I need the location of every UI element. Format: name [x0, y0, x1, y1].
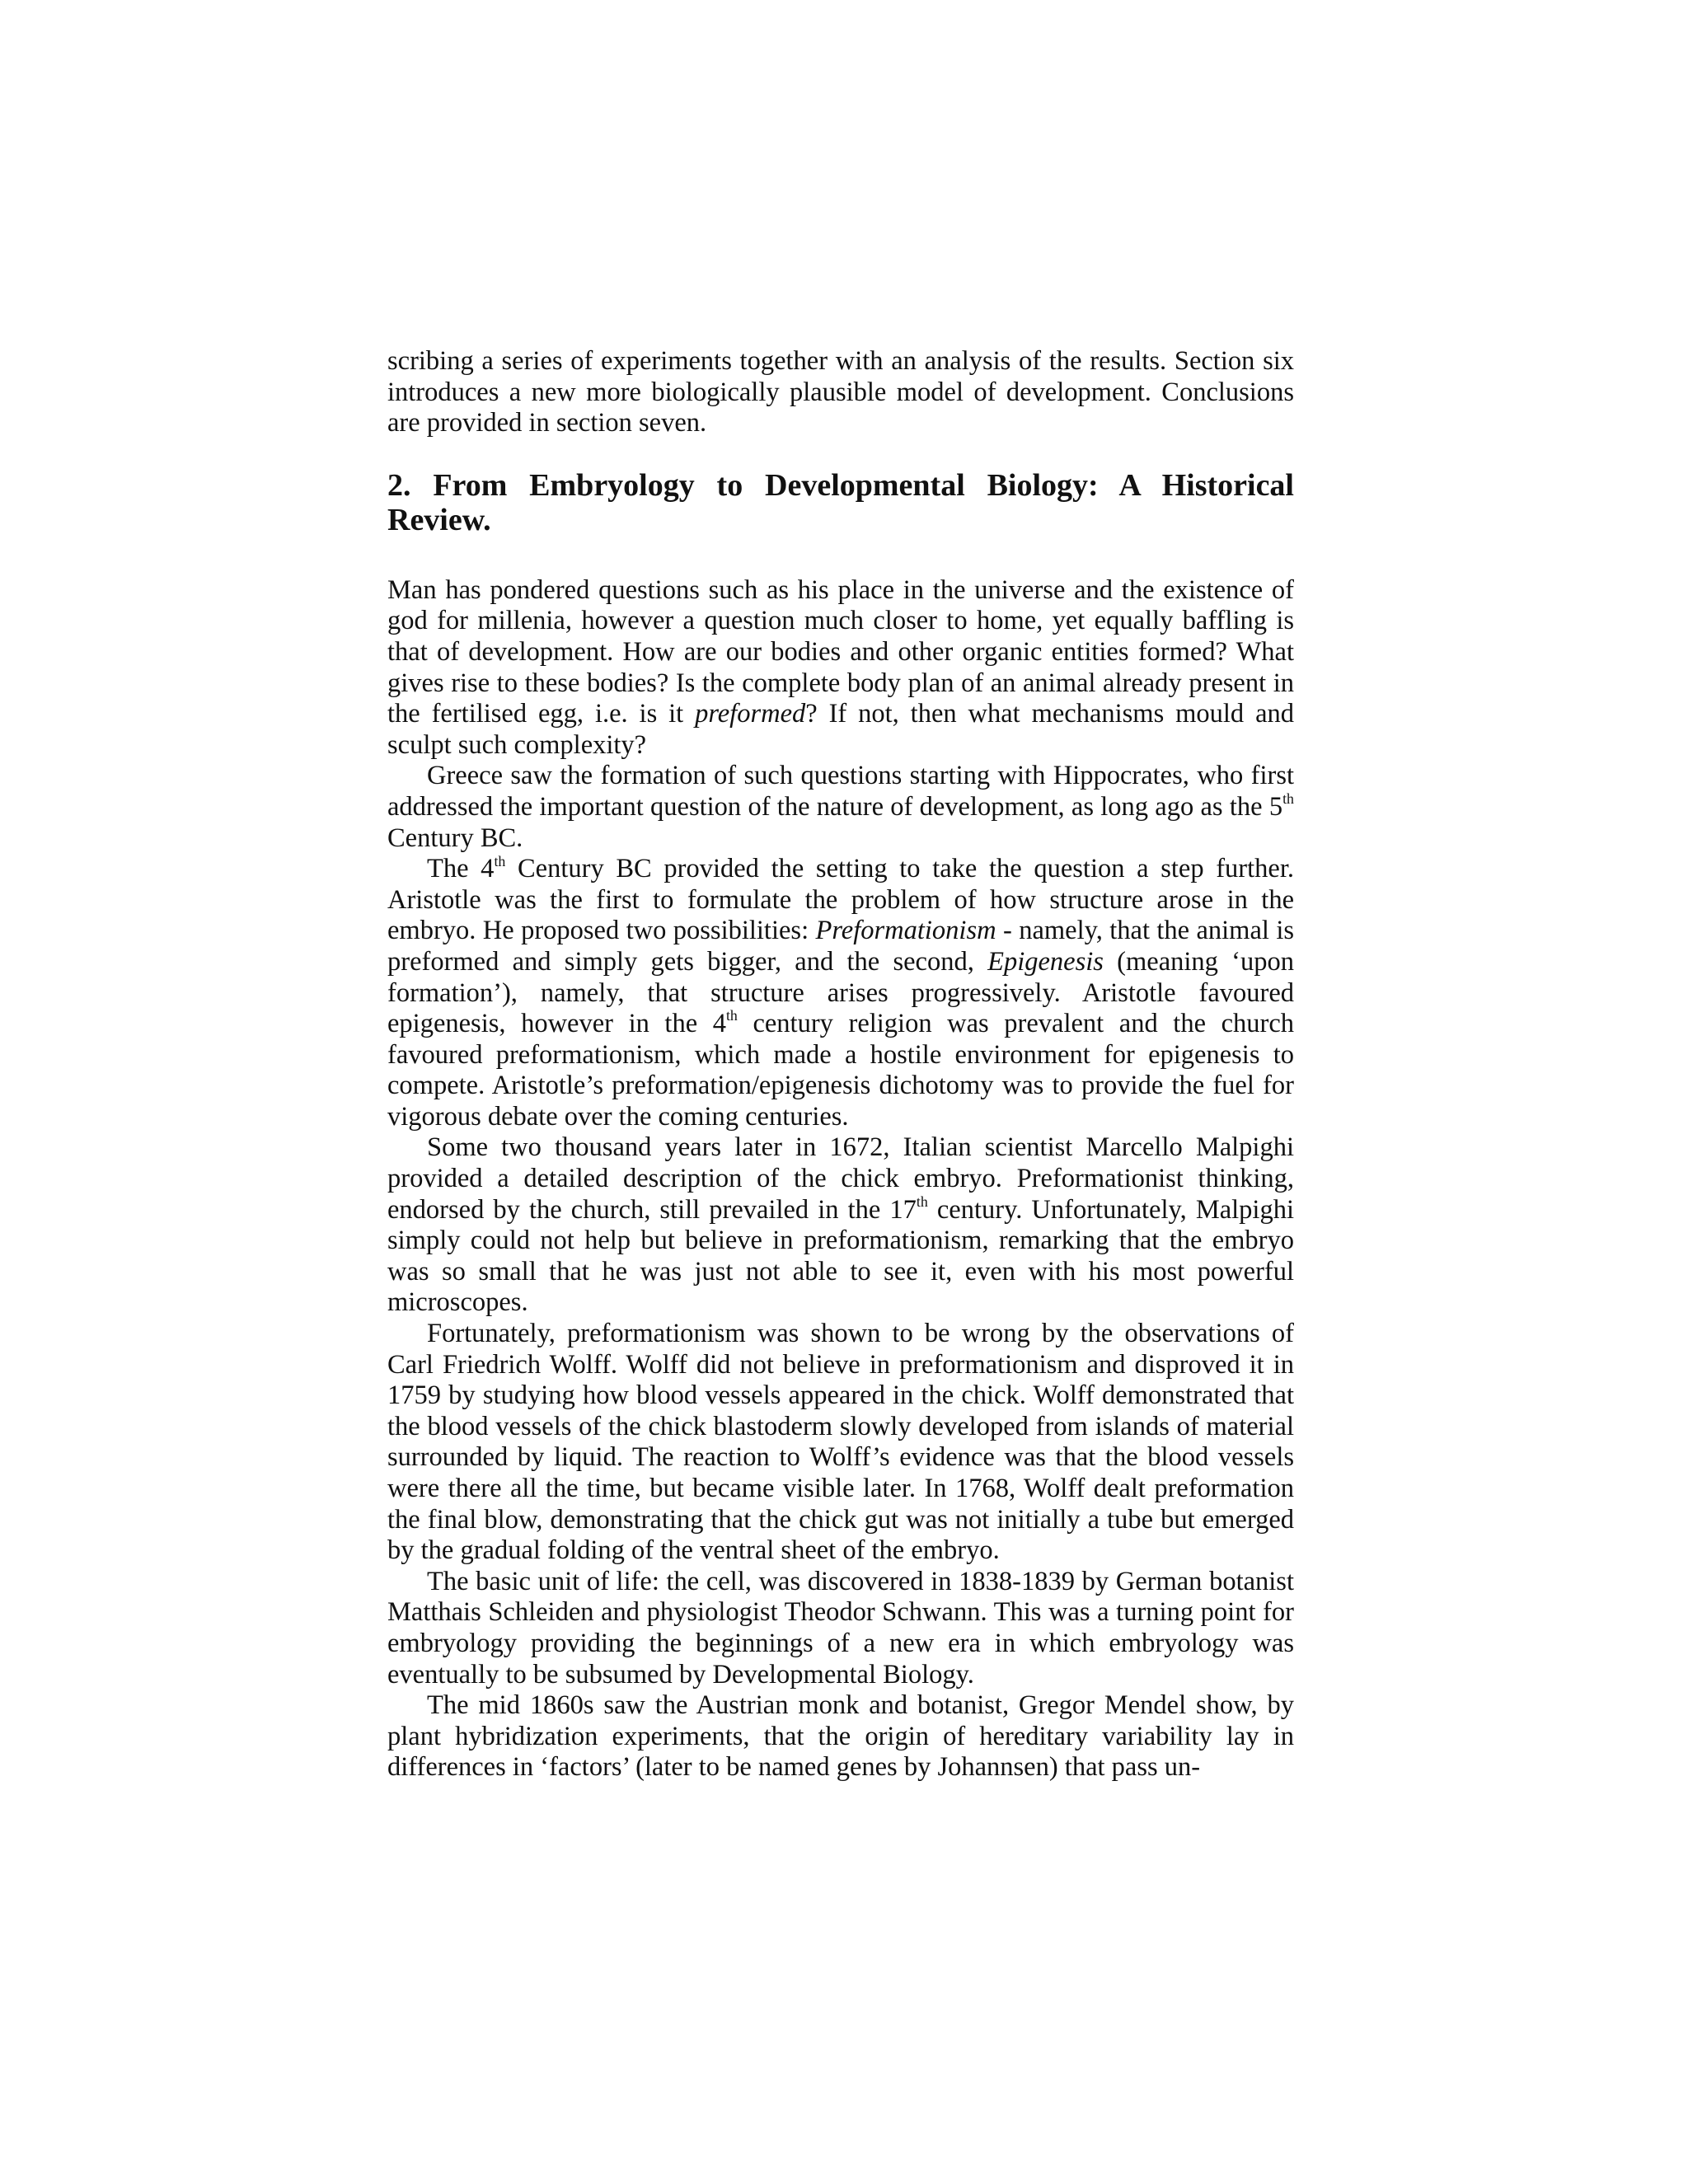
ordinal-superscript: th	[916, 1193, 928, 1211]
paragraph-text: Century BC provided the setting to take the question a step further. Aristotle was the first to formulate the problem of how structure arose in the embryo. He proposed two possibilities:	[387, 854, 1294, 946]
paragraph-2	[387, 761, 1294, 854]
italic-term-preformed: preformed	[695, 699, 806, 729]
paragraph-6: The basic unit of life: the cell, was discovered in 1838-1839 by German botanist Matthais Schleiden and physiologist Theodor Schwann. This was a turning point for embryology providing the beginnings of a new era in which embryology was eventually to be subsumed by Developmental Biology.	[387, 1566, 1294, 1690]
paragraph-7: The mid 1860s saw the Austrian monk and botanist, Gregor Mendel show, by plant hybridization experiments, that the origin of hereditary variability lay in differences in ‘factors’ (later to be named genes by Johannsen) that pass un-	[387, 1690, 1294, 1783]
paragraph-3	[387, 854, 1294, 1132]
intro-paragraph: scribing a series of experiments together with an analysis of the results. Section six introduces a new more biologically plausible model of development. Conclusions are provided in section seven.	[387, 346, 1294, 438]
italic-term-epigenesis: Epigenesis	[987, 946, 1104, 977]
spacer	[387, 439, 1294, 468]
paragraph-1	[387, 575, 1294, 762]
ordinal-superscript: th	[1282, 790, 1294, 808]
paragraph-text: Some two thousand years later in 1672, Italian scientist Marcello Malpighi provided a detailed description of the chick embryo. Preformationist thinking, endorsed by the church, still prevailed in the 17	[387, 1132, 1294, 1225]
paragraph-text: Man has pondered questions such as his place in the universe and the existence of god for millenia, however a question much closer to home, yet equally baffling is that of development. How are our bodies and other organic entities formed? What gives rise to these bodies? Is the complete body plan of an animal already present in the fertilised egg, i.e. is it	[387, 574, 1294, 729]
paragraph-text: Greece saw the formation of such questions starting with Hippocrates, who first addressed the important question of the nature of development, as long ago as the 5	[387, 761, 1294, 822]
section-heading: 2. From Embryology to Developmental Biology: A Historical Review.	[387, 467, 1294, 537]
spacer	[387, 537, 1294, 575]
ordinal-superscript: th	[725, 1007, 738, 1024]
paragraph-text: century. Unfortunately, Malpighi simply could not help but believe in preformationism, remarking that the embryo was so small that he was just not able to see it, even with his most powerful microscopes.	[387, 1194, 1294, 1318]
italic-term-preformationism: Preformationism	[815, 916, 996, 946]
paragraph-4	[387, 1132, 1294, 1319]
body-text	[387, 346, 1294, 1783]
paragraph-5: Fortunately, preformationism was shown to be wrong by the observations of Carl Friedrich Wolff. Wolff did not believe in preformationism and disproved it in 1759 by studying how blood vessels appeared in the chick. Wolff demonstrated that the blood vessels of the chick blastoderm slowly developed from islands of material surrounded by liquid. The reaction to Wolff’s evidence was that the blood vessels were there all the time, but became visible later. In 1768, Wolff dealt preformation the final blow, demonstrating that the chick gut was not initially a tube but emerged by the gradual folding of the ventral sheet of the embryo.	[387, 1319, 1294, 1566]
ordinal-superscript: th	[494, 852, 506, 869]
paragraph-text: The 4	[427, 854, 495, 884]
paragraph-text: Century BC.	[387, 823, 523, 853]
paragraph-text: - namely, that the animal is preformed and simply gets bigger, and the second,	[387, 916, 1294, 977]
paragraph-text: century religion was prevalent and the church favoured preformationism, which made a hostile environment for epigenesis to compete. Aristotle’s preformation/epigenesis dichotomy was to provide the fuel for vigorous debate over the coming centuries.	[387, 1009, 1294, 1132]
paragraph-text: ? If not, then what mechanisms mould and sculpt such complexity?	[387, 699, 1294, 760]
paragraph-text: (meaning ‘upon formation’), namely, that structure arises progressively. Aristotle favoured epigenesis, however in the 4	[387, 946, 1294, 1039]
